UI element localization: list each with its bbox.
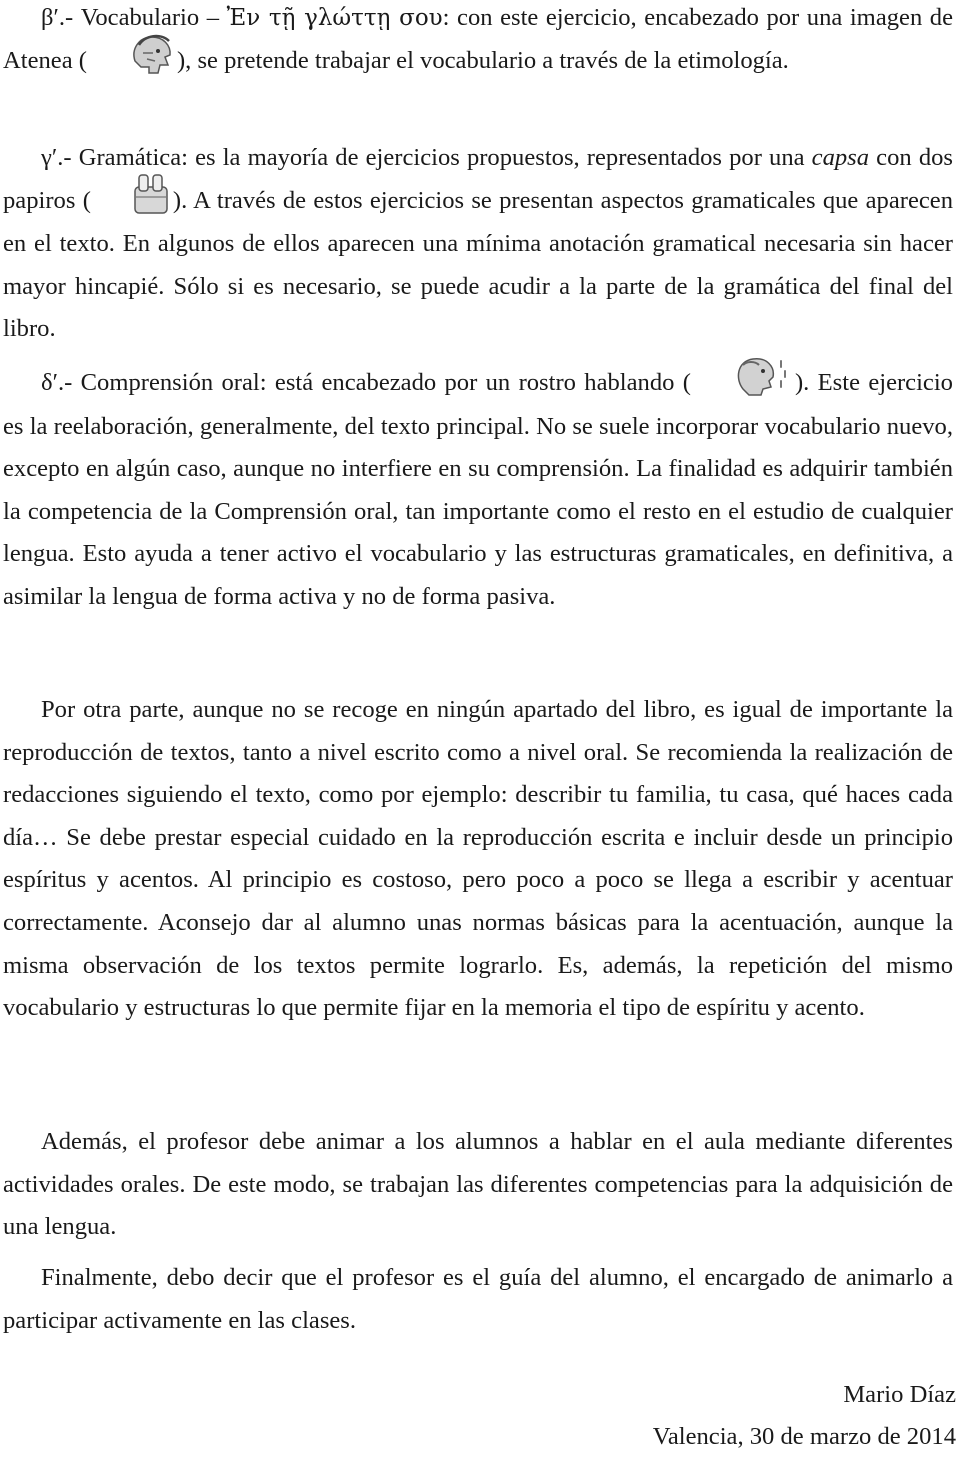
signature-name: Mario Díaz — [843, 1381, 956, 1408]
section-vocabulario: β′.- Vocabulario – Ἐν τῇ γλώττῃ σου: con este ejercicio, encabezado por una imagen de Atenea ( ), se pretende trabajar el vocabulario a través de la etimología. — [3, 0, 953, 83]
section-marker-gamma: γ′ — [41, 144, 58, 171]
section-marker-beta: β′ — [41, 4, 59, 31]
capsa-scrolls-icon — [91, 171, 173, 232]
greek-title: Ἐν τῇ γλώττῃ σου — [226, 5, 443, 31]
section-comprension-oral: δ′.- Comprensión oral: está encabezado por un rostro hablando ( ). Este ejercicio es la reelaboración, generalmente, del texto principal. No se suele incorporar vocabulario nuevo, excepto en algún caso, aunque no interfiere en su comprensión. La finalidad es adquirir también la competencia de la Comprensión oral, tan importante como el resto en el estudio de cualquier lengua. Esto ayuda a tener activo el vocabulario y las estructuras gramaticales, en definitiva, a asimilar la lengua de forma activa y no de forma pasiva. — [3, 362, 953, 619]
paragraph-actividades-orales: Además, el profesor debe animar a los alumnos a hablar en el aula mediante diferentes actividades orales. De este modo, se trabajan las diferentes competencias para la adquisición de una lengua. — [3, 1128, 953, 1241]
section-marker-delta: δ′ — [41, 369, 58, 396]
signature-place-date: Valencia, 30 de marzo de 2014 — [652, 1423, 956, 1450]
paragraph-guia-alumno: Finalmente, debo decir que el profesor es el guía del alumno, el encargado de animarlo a participar activamente en las clases. — [3, 1264, 953, 1334]
section-gramatica: γ′.- Gramática: es la mayoría de ejercicios propuestos, representados por una capsa con dos papiros ( ). A través de estos ejercicios se presentan aspectos gramaticales que aparecen en el texto. En algunos de ellos aparecen una mínima anotación gramatical necesaria sin hacer mayor hincapié. Sólo si es necesario, se puede acudir a la parte de la gramática del final del libro. — [3, 144, 953, 343]
speaking-face-icon — [691, 353, 795, 414]
athena-head-icon — [87, 31, 177, 92]
paragraph-reproduccion-textos: Por otra parte, aunque no se recoge en ningún apartado del libro, es igual de importante la reproducción de textos, tanto a nivel escrito como a nivel oral. Se recomienda la realización de redacciones siguiendo el texto, como por ejemplo: describir tu familia, tu casa, qué haces cada día… Se debe prestar especial cuidado en la reproducción escrita e incluir desde un principio espíritus y acentos. Al principio es costoso, pero poco a poco se llega a escribir y acentuar correctamente. Aconsejo dar al alumno unas normas básicas para la acentuación, aunque la misma observación de los textos permite lograrlo. Es, además, la repetición del mismo vocabulario y estructuras lo que permite fijar en la memoria el tipo de espíritu y acento. — [3, 696, 953, 1022]
